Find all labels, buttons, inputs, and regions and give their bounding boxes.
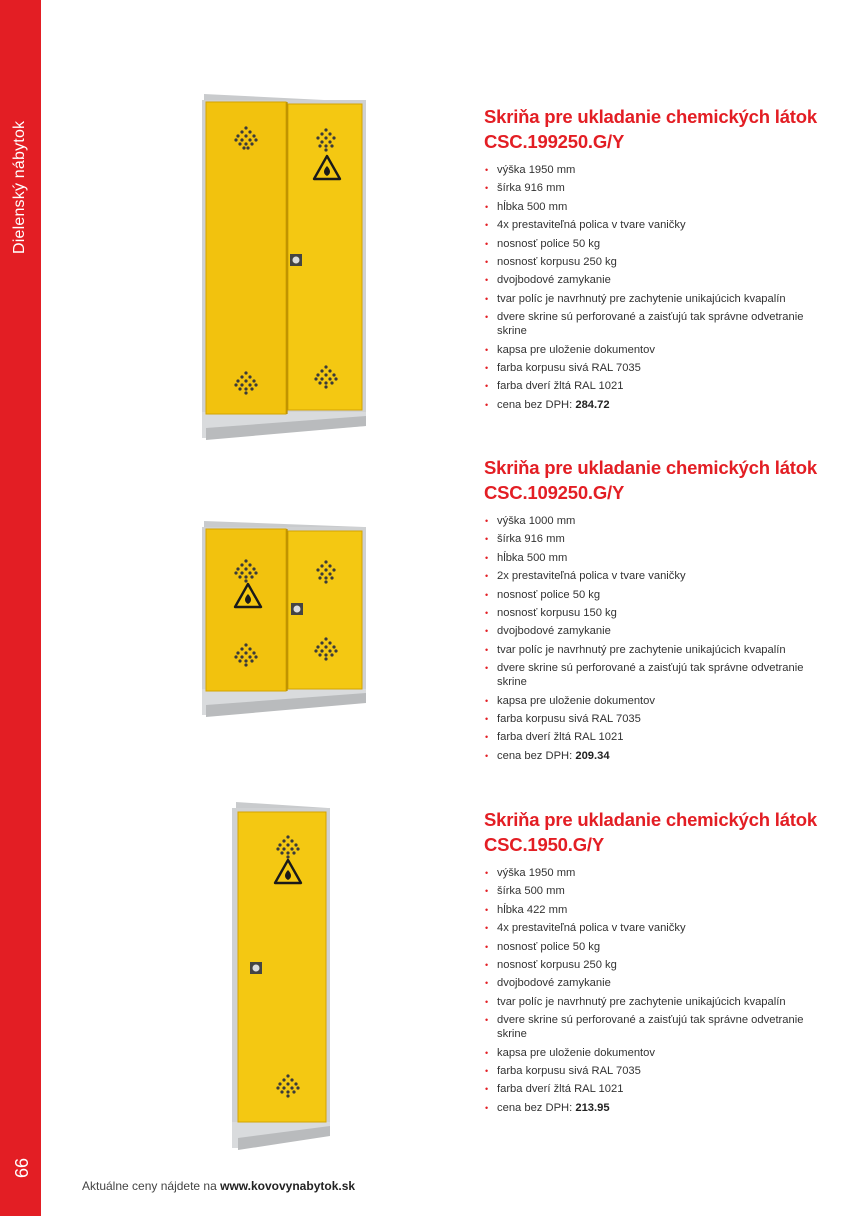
spec-item: • dvere skrine sú perforované a zaisťujú tak správne odvetranie skrine [484,1013,824,1041]
spec-item: • výška 1000 mm [484,514,824,528]
spec-item: • 2x prestaviteľná polica v tvare vaničky [484,569,824,583]
spec-list [484,866,824,1115]
product-title: Skriňa pre ukladanie chemických látok CSC.199250.G/Y [484,106,817,152]
sidebar [0,0,41,1216]
spec-item: • farba korpusu sivá RAL 7035 [484,1064,824,1078]
page-number: 66 [12,1157,32,1178]
spec-item: • výška 1950 mm [484,866,824,880]
lock-icon [250,962,262,974]
price-value: 209.34 [575,749,610,762]
spec-item: • kapsa pre uloženie dokumentov [484,343,824,357]
spec-item: • dvere skrine sú perforované a zaisťujú tak správne odvetranie skrine [484,661,824,689]
product-title: Skriňa pre ukladanie chemických látok CSC.109250.G/Y [484,457,817,503]
spec-item: • farba dverí žltá RAL 1021 [484,730,824,744]
price-item: • cena bez DPH: 284.72 [484,398,824,412]
price-item: • cena bez DPH: 209.34 [484,749,824,763]
footer-text: Aktuálne ceny nájdete na [82,1179,221,1193]
spec-item: • 4x prestaviteľná polica v tvare vaničky [484,921,824,935]
spec-item: • dvojbodové zamykanie [484,273,824,287]
spec-item: • farba dverí žltá RAL 1021 [484,379,824,393]
spec-item: • šírka 916 mm [484,532,824,546]
spec-item: • dvojbodové zamykanie [484,976,824,990]
product-title: Skriňa pre ukladanie chemických látok CSC.1950.G/Y [484,809,817,855]
spec-list [484,514,824,763]
spec-item: • 4x prestaviteľná polica v tvare vaničky [484,218,824,232]
price-value: 213.95 [575,1101,610,1114]
cabinet-image-csc-199250 [196,94,372,440]
spec-item: • dvere skrine sú perforované a zaisťujú tak správne odvetranie skrine [484,310,824,338]
cabinet-image-csc-1950 [228,802,332,1150]
section-title: Dielenský nábytok [11,120,28,254]
product-csc-1950 [484,807,824,1119]
spec-item: • tvar políc je navrhnutý pre zachytenie unikajúcich kvapalín [484,292,824,306]
footer [82,1179,355,1193]
spec-item: • tvar políc je navrhnutý pre zachytenie unikajúcich kvapalín [484,643,824,657]
spec-item: • nosnosť police 50 kg [484,940,824,954]
spec-item: • kapsa pre uloženie dokumentov [484,1046,824,1060]
spec-item: • nosnosť police 50 kg [484,588,824,602]
website-link[interactable]: www.kovovynabytok.sk [220,1179,356,1193]
spec-item: • hĺbka 500 mm [484,551,824,565]
spec-item: • kapsa pre uloženie dokumentov [484,694,824,708]
spec-item: • nosnosť korpusu 250 kg [484,255,824,269]
spec-item: • výška 1950 mm [484,163,824,177]
price-item: • cena bez DPH: 213.95 [484,1101,824,1115]
product-csc-199250 [484,104,824,416]
product-csc-109250 [484,455,824,767]
spec-item: • šírka 500 mm [484,884,824,898]
lock-icon [290,254,302,266]
spec-item: • dvojbodové zamykanie [484,624,824,638]
spec-item: • tvar políc je navrhnutý pre zachytenie unikajúcich kvapalín [484,995,824,1009]
lock-icon [291,603,303,615]
spec-item: • nosnosť police 50 kg [484,237,824,251]
spec-item: • farba dverí žltá RAL 1021 [484,1082,824,1096]
cabinet-image-csc-109250 [198,521,372,717]
spec-item: • nosnosť korpusu 250 kg [484,958,824,972]
spec-list [484,163,824,412]
spec-item: • šírka 916 mm [484,181,824,195]
price-value: 284.72 [575,398,610,411]
spec-item: • hĺbka 500 mm [484,200,824,214]
spec-item: • hĺbka 422 mm [484,903,824,917]
spec-item: • farba korpusu sivá RAL 7035 [484,712,824,726]
spec-item: • farba korpusu sivá RAL 7035 [484,361,824,375]
spec-item: • nosnosť korpusu 150 kg [484,606,824,620]
